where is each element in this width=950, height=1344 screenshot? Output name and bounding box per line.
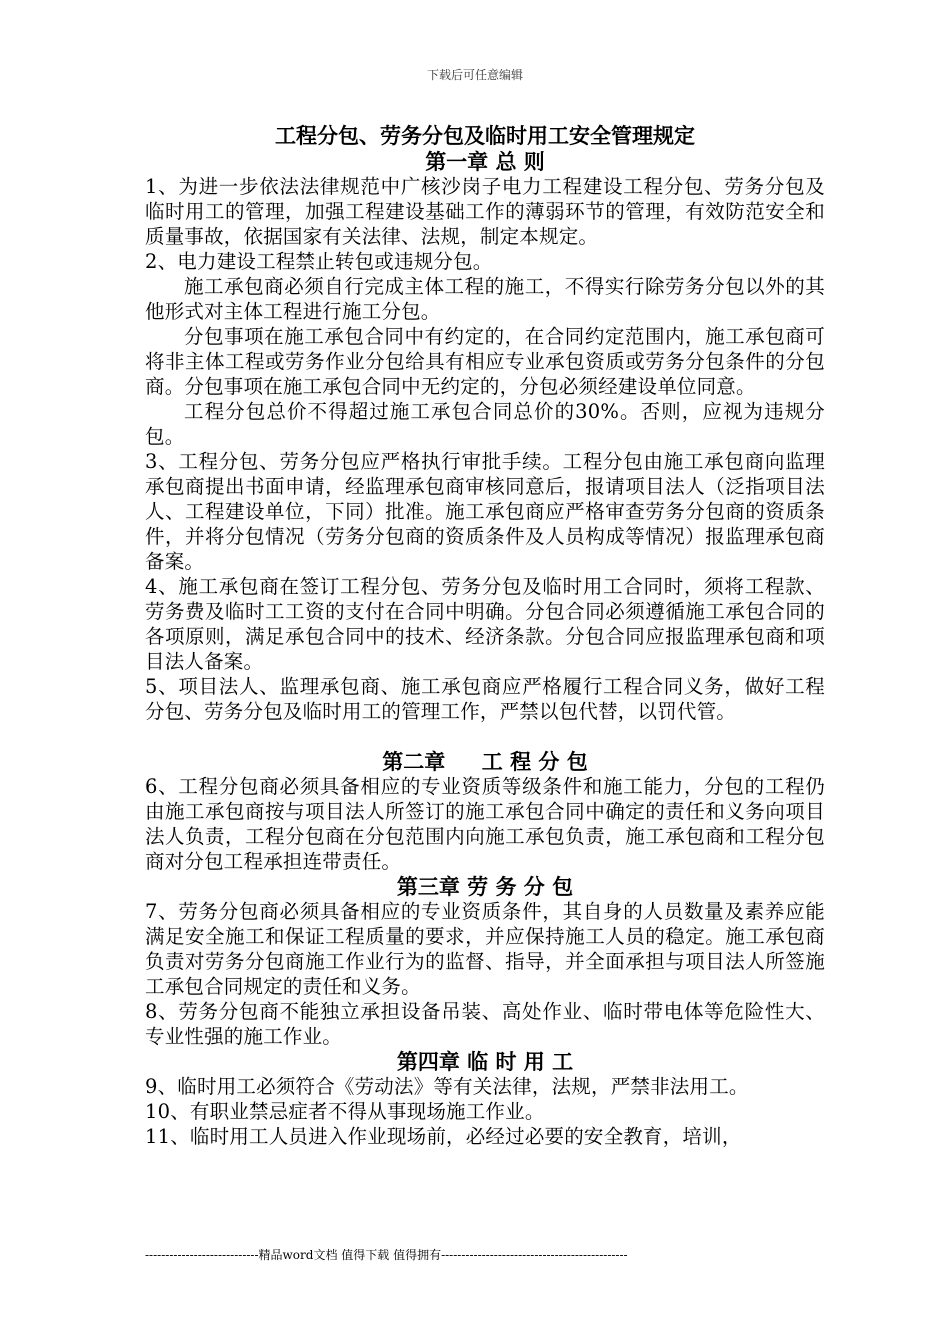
paragraph-2a: 施工承包商必须自行完成主体工程的施工，不得实行除劳务分包以外的其他形式对主体工程进行施工分包。: [145, 275, 825, 323]
paragraph-7: 7、劳务分包商必须具备相应的专业资质条件，其自身的人员数量及素养应能满足安全施工和保证工程质量的要求，并应保持施工人员的稳定。施工承包商负责对劳务分包商施工作业行为的监督、指导，并全面承担与项目法人所签施工承包合同规定的责任和义务。: [145, 900, 825, 998]
paragraph-10: 10、有职业禁忌症者不得从事现场施工作业。: [145, 1100, 545, 1123]
paragraph-8: 8、劳务分包商不能独立承担设备吊装、高处作业、临时带电体等危险性大、专业性强的施工作业。: [145, 1000, 825, 1048]
chapter-4-heading: 第四章 临 时 用 工: [396, 1049, 574, 1074]
paragraph-6: 6、工程分包商必须具备相应的专业资质等级条件和施工能力，分包的工程仍由施工承包商按与项目法人所签订的施工承包合同中确定的责任和义务向项目法人负责，工程分包商在分包范围内向施工承包负责，施工承包商和工程分包商对分包工程承担连带责任。: [145, 775, 825, 873]
paragraph-4: 4、施工承包商在签订工程分包、劳务分包及临时用工合同时，须将工程款、劳务费及临时工工资的支付在合同中明确。分包合同必须遵循施工承包合同的各项原则，满足承包合同中的技术、经济条款。分包合同应报监理承包商和项目法人备案。: [145, 575, 825, 673]
paragraph-11: 11、临时用工人员进入作业现场前，必经过必要的安全教育，培训，: [145, 1125, 742, 1148]
paragraph-9: 9、临时用工必须符合《劳动法》等有关法律，法规，严禁非法用工。: [145, 1075, 749, 1098]
paragraph-5: 5、项目法人、监理承包商、施工承包商应严格履行工程合同义务，做好工程分包、劳务分包及临时用工的管理工作，严禁以包代替，以罚代管。: [145, 675, 825, 723]
document-title: 工程分包、劳务分包及临时用工安全管理规定: [275, 123, 695, 148]
paragraph-3: 3、工程分包、劳务分包应严格执行审批手续。工程分包由施工承包商向监理承包商提出书面申请，经监理承包商审核同意后，报请项目法人（泛指项目法人、工程建设单位，下同）批准。施工承包商应严格审查劳务分包商的资质条件，并将分包情况（劳务分包商的资质条件及人员构成等情况）报监理承包商备案。: [145, 450, 825, 573]
chapter-2-heading: 第二章 工 程 分 包: [382, 749, 588, 774]
document-body: [145, 122, 825, 1149]
paragraph-2: 2、电力建设工程禁止转包或违规分包。: [145, 250, 493, 273]
chapter-3-heading: 第三章 劳 务 分 包: [396, 874, 574, 899]
paragraph-1: 1、为进一步依法法律规范中广核沙岗子电力工程建设工程分包、劳务分包及临时用工的管理，加强工程建设基础工作的薄弱环节的管理，有效防范安全和质量事故，依据国家有关法律、法规，制定本规定。: [145, 175, 825, 248]
footer-note: ----------------------------精品word文档 值得下载 值得拥有----------------------------------------------: [145, 1248, 628, 1262]
blank-line: [145, 724, 825, 749]
paragraph-2b: 分包事项在施工承包合同中有约定的，在合同约定范围内，施工承包商可将非主体工程或劳务作业分包给具有相应专业承包资质或劳务分包条件的分包商。分包事项在施工承包合同中无约定的，分包必须经建设单位同意。: [145, 325, 825, 398]
chapter-1-heading: 第一章 总 则: [425, 149, 545, 174]
paragraph-2c: 工程分包总价不得超过施工承包合同总价的30%。否则，应视为违规分包。: [145, 400, 825, 448]
header-note: 下载后可任意编辑: [426, 68, 523, 82]
